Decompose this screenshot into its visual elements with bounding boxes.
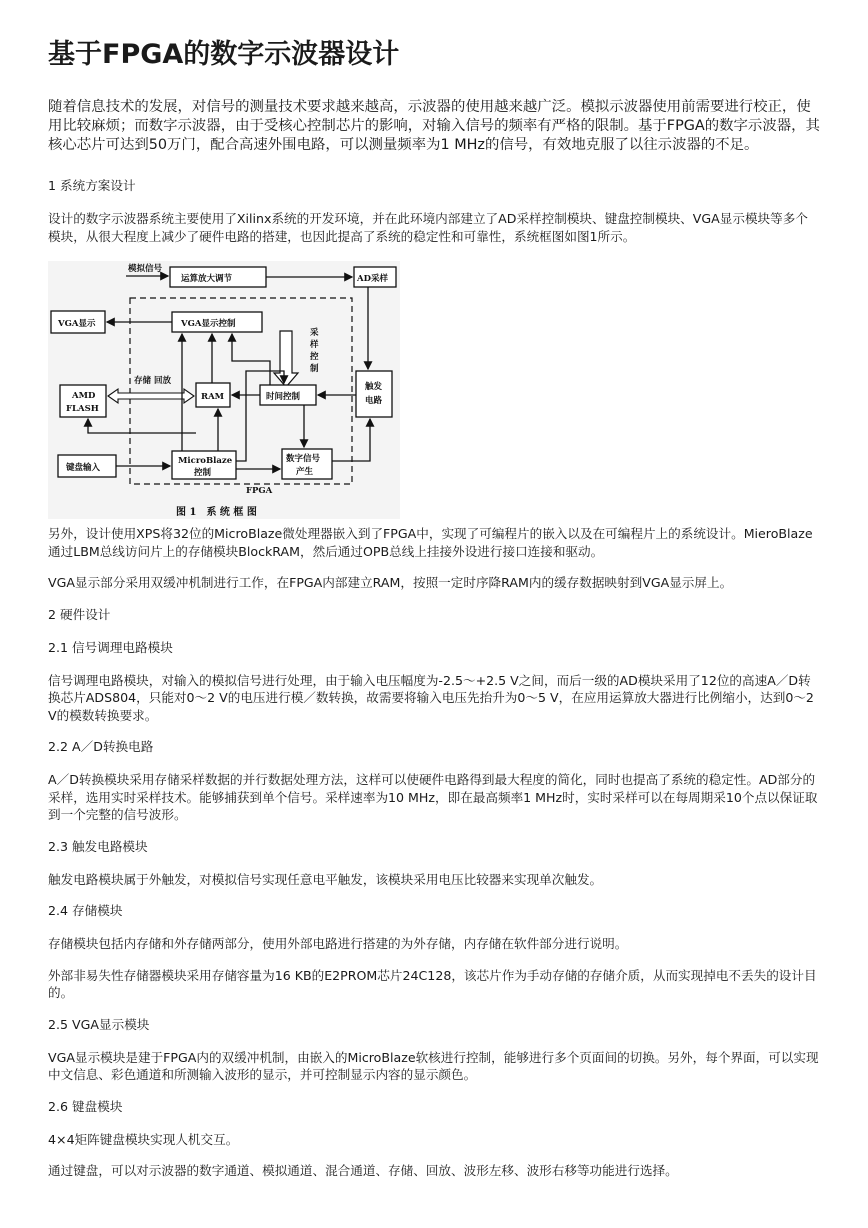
ad-sample-label: AD采样 (357, 274, 388, 284)
section-heading-2-2: 2.2 A／D转换电路 (48, 739, 154, 754)
amd-flash-label-1: AMD (72, 391, 96, 401)
paragraph-3: VGA显示部分采用双缓冲机制进行工作，在FPGA内部建立RAM，按照一定时序降RAM内的缓存数据映射到VGA显示屏上。 (48, 575, 733, 590)
digital-signal-label-1: 数字信号 (286, 454, 321, 464)
vga-display-label: VGA显示 (58, 319, 96, 329)
sample-ctrl-label-1: 采 (310, 328, 319, 338)
section-heading-2: 2 硬件设计 (48, 606, 111, 622)
section-heading-1: 1 系统方案设计 (48, 178, 136, 193)
section-heading-2-1: 2.1 信号调理电路模块 (48, 639, 173, 655)
article (48, 38, 820, 1194)
intro-paragraph: 随着信息技术的发展，对信号的测量技术要求越来越高，示波器的使用越来越广泛。模拟示波器使用前需要进行校正，使用比较麻烦；而数字示波器，由于受核心控制芯片的影响，对输入信号的频率有严格的限制。基于FPGA的数字示波器，其核心芯片可达到50万门，配合高速外围电路，可以测量频率为1 MHz的信号，有效地克服了以往示波器的不足。 (48, 99, 820, 153)
paragraph-11: 通过键盘，可以对示波器的数字通道、模拟通道、混合通道、存储、回放、波形左移、波形右移等功能进行选择。 (48, 1163, 678, 1178)
op-amp-label: 运算放大调节 (181, 274, 233, 284)
store-replay-label: 存储 回放 (134, 376, 171, 386)
section-heading-2-4: 2.4 存储模块 (48, 903, 123, 918)
paragraph-5: A／D转换模块采用存储采样数据的并行数据处理方法，这样可以使硬件电路得到最大程度的简化，同时也提高了系统的稳定性。AD部分的采样，选用实时采样技术。能够捕获到单个信号。采样速率为10 MHz，即在最高频率1 MHz时，实时采样可以在每周期采10个点以保证取到一个完整的信号波形。 (48, 772, 818, 822)
microblaze-label-1: MicroBlaze (178, 456, 233, 466)
page-title: 基于FPGA的数字示波器设计 (48, 39, 400, 70)
section-heading-2-3: 2.3 触发电路模块 (48, 838, 148, 854)
trigger-block (356, 371, 392, 417)
paragraph-10: 4×4矩阵键盘模块实现人机交互。 (48, 1131, 239, 1147)
digital-signal-label-2: 产生 (296, 467, 314, 477)
section-heading-2-5: 2.5 VGA显示模块 (48, 1016, 150, 1032)
sample-ctrl-label-4: 制 (310, 364, 319, 374)
paragraph-1: 设计的数字示波器系统主要使用了Xilinx系统的开发环境，并在此环境内部建立了AD采样控制模块、键盘控制模块、VGA显示模块等多个模块，从很大程度上减少了硬件电路的搭建，也因此提高了系统的稳定性和可靠性，系统框图如图1所示。 (48, 211, 808, 244)
vga-ctrl-label: VGA显示控制 (181, 319, 236, 329)
ram-label: RAM (201, 392, 225, 402)
trigger-label-1: 触发 (365, 382, 383, 392)
fpga-label: FPGA (246, 486, 273, 496)
paragraph-6: 触发电路模块属于外触发，对模拟信号实现任意电平触发，该模块采用电压比较器来实现单次触发。 (48, 871, 603, 887)
microblaze-label-2: 控制 (194, 468, 212, 478)
trigger-label-2: 电路 (365, 396, 383, 406)
amd-flash-label-2: FLASH (66, 404, 99, 414)
section-heading-2-6: 2.6 键盘模块 (48, 1098, 123, 1114)
paragraph-4: 信号调理电路模块，对输入的模拟信号进行处理，由于输入电压幅度为-2.5～+2.5 V之间，而后一级的AD模块采用了12位的高速A／D转换芯片ADS804，只能对0～2 V的电压进行模／数转换，故需要将输入电压先抬升为0～5 V，在应用运算放大器进行比例缩小，达到0～2 V的模数转换要求。 (48, 672, 814, 723)
paragraph-9: VGA显示模块是建于FPGA内的双缓冲机制，由嵌入的MicroBlaze软核进行控制，能够进行多个页面间的切换。另外，每个界面，可以实现中文信息、彩色通道和所测输入波形的显示，并可控制显示内容的显示颜色。 (48, 1049, 819, 1082)
timing-ctrl-label: 时间控制 (266, 392, 301, 402)
figure-caption: 图 1 系 统 框 图 (176, 507, 257, 518)
paragraph-7: 存储模块包括内存储和外存储两部分，使用外部电路进行搭建的为外存储，内存储在软件部分进行说明。 (48, 936, 628, 951)
analog-signal-label: 模拟信号 (128, 264, 163, 274)
sample-ctrl-label-2: 样 (310, 340, 319, 350)
sample-ctrl-label-3: 控 (310, 352, 319, 362)
paragraph-8: 外部非易失性存储器模块采用存储容量为16 KB的E2PROM芯片24C128，该芯片作为手动存储的存储介质，从而实现掉电不丢失的设计目的。 (48, 967, 817, 1000)
paragraph-2: 另外，设计使用XPS将32位的MicroBlaze微处理器嵌入到了FPGA中，实现了可编程片的嵌入以及在可编程片上的系统设计。MieroBlaze通过LBM总线访问片上的存储模块BlockRAM，然后通过OPB总线上挂接外设进行接口连接和驱动。 (48, 526, 813, 559)
keyboard-label: 键盘输入 (66, 463, 101, 473)
system-block-diagram (48, 261, 400, 519)
